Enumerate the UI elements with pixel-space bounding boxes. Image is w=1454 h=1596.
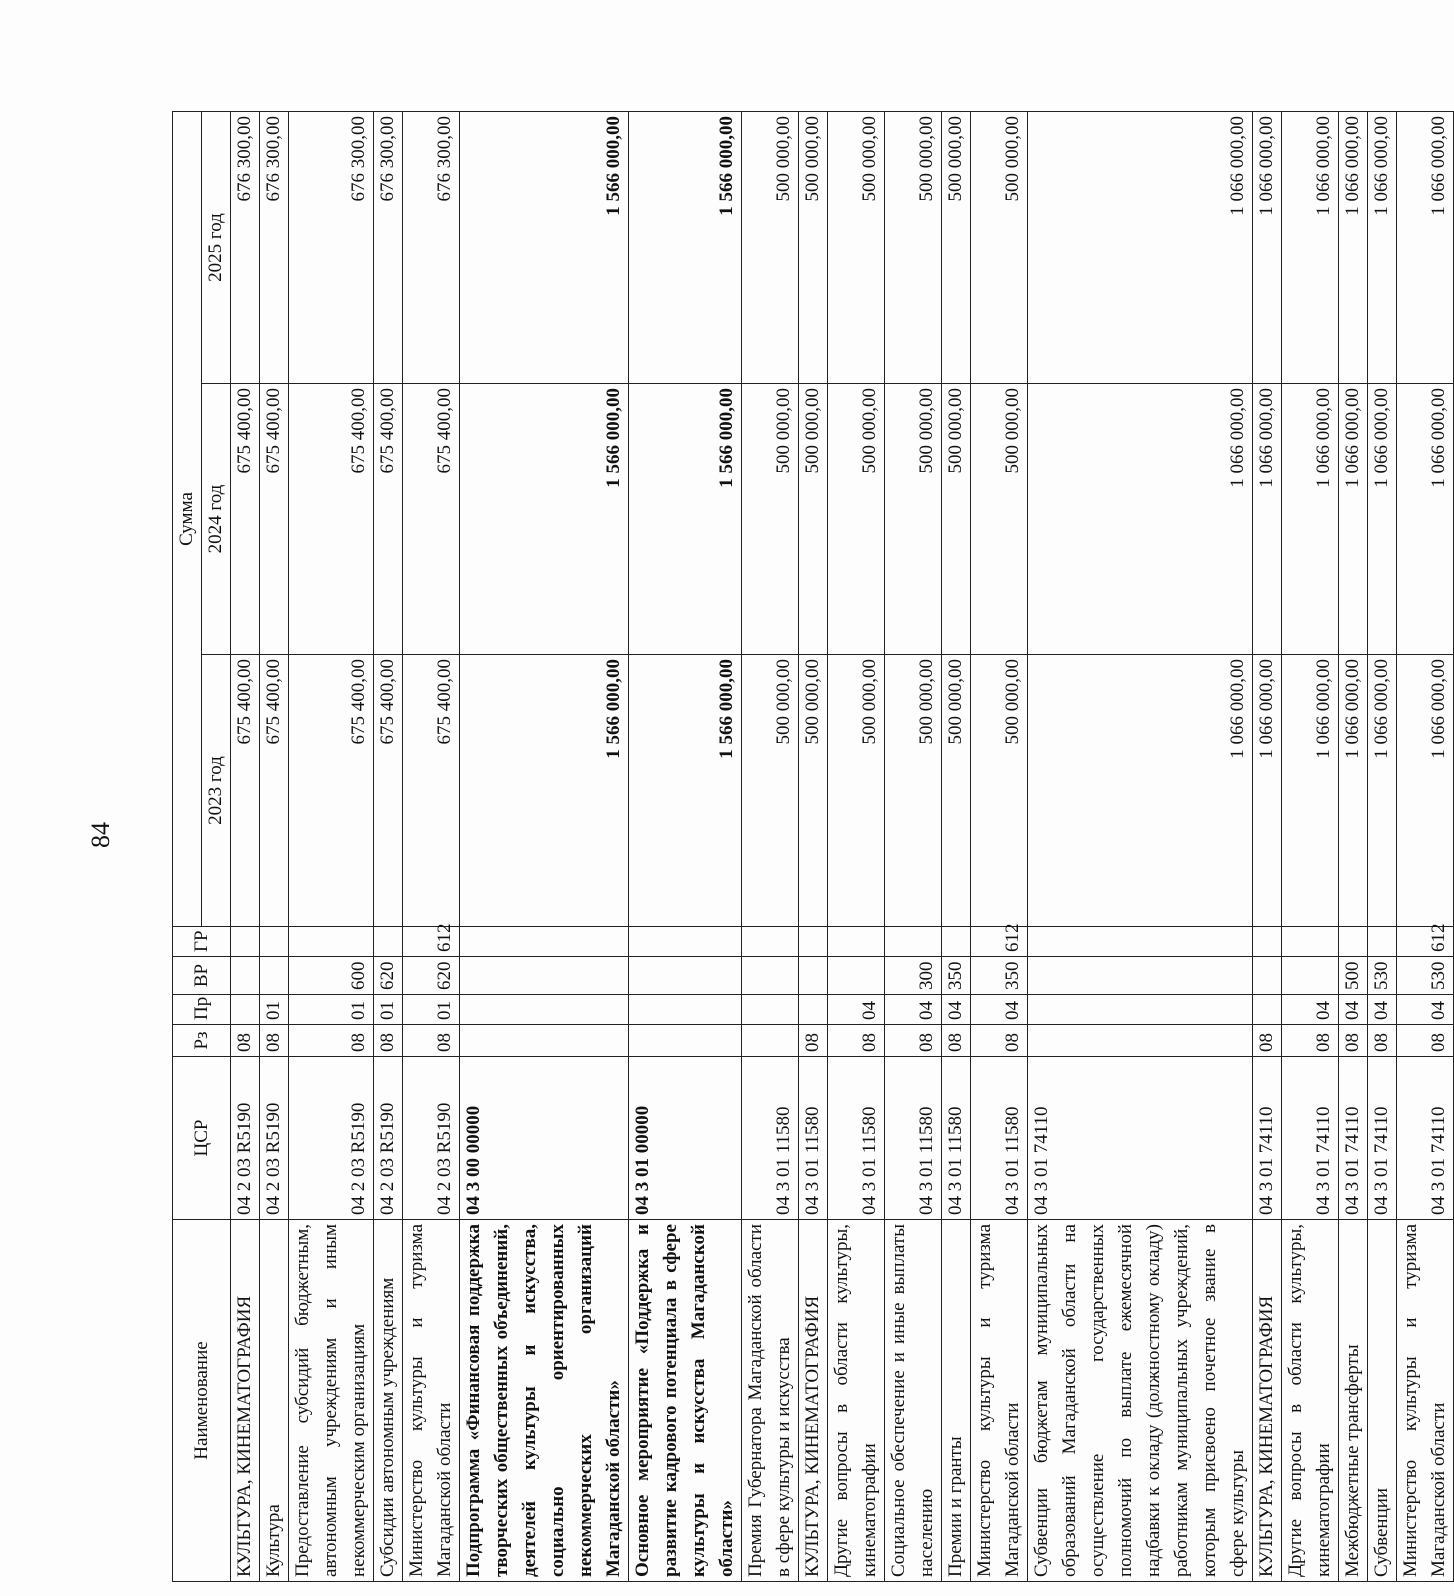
cell-2024: 675 400,00: [403, 384, 460, 655]
cell-2023: 1 066 000,00: [1339, 655, 1368, 927]
cell-2023: 675 400,00: [403, 655, 460, 927]
cell-gr: [1253, 927, 1282, 957]
cell-name: КУЛЬТУРА, КИНЕМАТОГРАФИЯ: [799, 1220, 828, 1582]
table-row: [629, 112, 742, 1582]
cell-rz: 08: [1397, 1025, 1454, 1057]
cell-csr: 04 3 01 11580: [742, 1057, 799, 1220]
cell-pr: 04: [828, 995, 885, 1025]
cell-2024: 675 400,00: [260, 384, 289, 655]
cell-2025: 500 000,00: [885, 112, 942, 384]
cell-csr: 04 2 03 R5190: [403, 1057, 460, 1220]
cell-2025: 500 000,00: [799, 112, 828, 384]
table-row: [971, 112, 1028, 1582]
cell-2023: 1 566 000,00: [460, 655, 629, 927]
cell-pr: 04: [942, 995, 971, 1025]
cell-vr: [1028, 957, 1253, 995]
cell-2024: 500 000,00: [942, 384, 971, 655]
cell-2024: 675 400,00: [374, 384, 403, 655]
cell-gr: [885, 927, 942, 957]
cell-name: Культура: [260, 1220, 289, 1582]
cell-2025: 1 066 000,00: [1028, 112, 1253, 384]
table-row: [799, 112, 828, 1582]
budget-table: [172, 111, 1454, 1582]
cell-vr: [460, 957, 629, 995]
cell-2023: 675 400,00: [289, 655, 374, 927]
cell-pr: 01: [260, 995, 289, 1025]
cell-2024: 1 066 000,00: [1282, 384, 1339, 655]
cell-2025: 676 300,00: [289, 112, 374, 384]
cell-gr: [828, 927, 885, 957]
cell-csr: 04 3 01 74110: [1339, 1057, 1368, 1220]
cell-rz: 08: [403, 1025, 460, 1057]
cell-csr: 04 3 01 74110: [1397, 1057, 1454, 1220]
cell-name: Министерство культуры и туризма Магаданской области: [403, 1220, 460, 1582]
cell-2024: 1 566 000,00: [629, 384, 742, 655]
cell-name: Предоставление субсидий бюджетным, автономным учреждениям и иным некоммерческим организациям: [289, 1220, 374, 1582]
cell-2024: 1 066 000,00: [1339, 384, 1368, 655]
cell-2025: 676 300,00: [374, 112, 403, 384]
header-2024: 2024 год: [202, 384, 231, 655]
cell-name: Другие вопросы в области культуры, кинематографии: [1282, 1220, 1339, 1582]
cell-pr: 01: [403, 995, 460, 1025]
cell-rz: [629, 1025, 742, 1057]
cell-rz: 08: [231, 1025, 260, 1057]
table-body: [231, 112, 1454, 1582]
cell-pr: 04: [1397, 995, 1454, 1025]
header-pr: Пр: [173, 995, 231, 1025]
cell-gr: 612: [971, 927, 1028, 957]
cell-2023: 1 066 000,00: [1397, 655, 1454, 927]
cell-vr: 600: [289, 957, 374, 995]
cell-csr: 04 3 01 00000: [629, 1057, 742, 1220]
cell-gr: [460, 927, 629, 957]
cell-pr: 04: [885, 995, 942, 1025]
cell-gr: 612: [403, 927, 460, 957]
cell-name: Межбюджетные трансферты: [1339, 1220, 1368, 1582]
cell-rz: 08: [885, 1025, 942, 1057]
cell-gr: [1339, 927, 1368, 957]
cell-name: Министерство культуры и туризма Магаданской области: [1397, 1220, 1454, 1582]
cell-name: Социальное обеспечение и иные выплаты населению: [885, 1220, 942, 1582]
cell-2025: 500 000,00: [971, 112, 1028, 384]
cell-2024: 675 400,00: [231, 384, 260, 655]
cell-csr: 04 3 01 11580: [828, 1057, 885, 1220]
cell-2024: 500 000,00: [799, 384, 828, 655]
cell-2024: 1 066 000,00: [1028, 384, 1253, 655]
cell-vr: [742, 957, 799, 995]
cell-2023: 1 066 000,00: [1368, 655, 1397, 927]
cell-2024: 1 566 000,00: [460, 384, 629, 655]
cell-gr: [799, 927, 828, 957]
cell-name: Министерство культуры и туризма Магаданской области: [971, 1220, 1028, 1582]
cell-pr: [231, 995, 260, 1025]
cell-vr: [1282, 957, 1339, 995]
table-row: [1028, 112, 1253, 1582]
header-gr: ГР: [173, 927, 231, 957]
cell-2023: 500 000,00: [885, 655, 942, 927]
cell-rz: 08: [971, 1025, 1028, 1057]
cell-vr: 620: [403, 957, 460, 995]
cell-csr: 04 3 01 11580: [942, 1057, 971, 1220]
cell-2024: 1 066 000,00: [1397, 384, 1454, 655]
cell-gr: [1368, 927, 1397, 957]
cell-2023: 500 000,00: [828, 655, 885, 927]
cell-vr: 530: [1368, 957, 1397, 995]
cell-rz: [460, 1025, 629, 1057]
header-rz: Рз: [173, 1025, 231, 1057]
cell-csr: 04 3 01 74110: [1028, 1057, 1253, 1220]
cell-vr: 530: [1397, 957, 1454, 995]
cell-name: КУЛЬТУРА, КИНЕМАТОГРАФИЯ: [231, 1220, 260, 1582]
cell-name: Премия Губернатора Магаданской области в сфере культуры и искусства: [742, 1220, 799, 1582]
cell-csr: 04 2 03 R5190: [231, 1057, 260, 1220]
cell-pr: 01: [289, 995, 374, 1025]
header-2025: 2025 год: [202, 112, 231, 384]
cell-vr: 350: [942, 957, 971, 995]
header-name: Наименование: [173, 1220, 231, 1582]
header-csr: ЦСР: [173, 1057, 231, 1220]
table-row: [885, 112, 942, 1582]
cell-rz: 08: [1282, 1025, 1339, 1057]
cell-rz: [1028, 1025, 1253, 1057]
cell-pr: [629, 995, 742, 1025]
cell-rz: 08: [374, 1025, 403, 1057]
cell-vr: 350: [971, 957, 1028, 995]
cell-pr: 04: [1282, 995, 1339, 1025]
cell-vr: [260, 957, 289, 995]
cell-name: Субвенции бюджетам муниципальных образований Магаданской области на осуществление государственных полномочий по выплате ежемесячной надбавки к окладу (должностному окладу) работникам муниципальных учреждений, которым присвоено почетное звание в сфере культуры: [1028, 1220, 1253, 1582]
cell-2025: 1 566 000,00: [629, 112, 742, 384]
cell-vr: [629, 957, 742, 995]
cell-2023: 1 066 000,00: [1282, 655, 1339, 927]
cell-gr: [629, 927, 742, 957]
cell-csr: 04 3 01 11580: [971, 1057, 1028, 1220]
cell-name: Премии и гранты: [942, 1220, 971, 1582]
cell-2025: 1 066 000,00: [1253, 112, 1282, 384]
cell-pr: [1253, 995, 1282, 1025]
cell-gr: [1282, 927, 1339, 957]
cell-name: Основное мероприятие «Поддержка и развитие кадрового потенциала в сфере культуры и искусства Магаданской области»: [629, 1220, 742, 1582]
table-row: [1397, 112, 1454, 1582]
cell-2025: 1 066 000,00: [1397, 112, 1454, 384]
table-row: [374, 112, 403, 1582]
cell-2025: 1 066 000,00: [1339, 112, 1368, 384]
cell-rz: 08: [942, 1025, 971, 1057]
cell-rz: 08: [1368, 1025, 1397, 1057]
table-row: [1282, 112, 1339, 1582]
cell-csr: 04 3 01 11580: [799, 1057, 828, 1220]
cell-name: Субсидии автономным учреждениям: [374, 1220, 403, 1582]
cell-name: Другие вопросы в области культуры, кинематографии: [828, 1220, 885, 1582]
table-row: [1253, 112, 1282, 1582]
cell-gr: [1028, 927, 1253, 957]
cell-2023: 500 000,00: [942, 655, 971, 927]
cell-2025: 1 066 000,00: [1368, 112, 1397, 384]
cell-2023: 500 000,00: [742, 655, 799, 927]
cell-2025: 1 066 000,00: [1282, 112, 1339, 384]
cell-vr: [799, 957, 828, 995]
cell-pr: [742, 995, 799, 1025]
table-header: [173, 112, 231, 1582]
cell-rz: 08: [799, 1025, 828, 1057]
cell-csr: 04 2 03 R5190: [289, 1057, 374, 1220]
table-row: [828, 112, 885, 1582]
cell-rz: [742, 1025, 799, 1057]
table-row: [403, 112, 460, 1582]
cell-2025: 676 300,00: [260, 112, 289, 384]
cell-2025: 500 000,00: [942, 112, 971, 384]
cell-gr: [742, 927, 799, 957]
cell-gr: [231, 927, 260, 957]
cell-2025: 1 566 000,00: [460, 112, 629, 384]
cell-rz: 08: [289, 1025, 374, 1057]
cell-pr: 04: [971, 995, 1028, 1025]
cell-name: КУЛЬТУРА, КИНЕМАТОГРАФИЯ: [1253, 1220, 1282, 1582]
header-sum: Сумма: [173, 112, 202, 927]
cell-vr: 300: [885, 957, 942, 995]
cell-2024: 500 000,00: [828, 384, 885, 655]
cell-2024: 500 000,00: [971, 384, 1028, 655]
cell-pr: 04: [1339, 995, 1368, 1025]
cell-rz: 08: [828, 1025, 885, 1057]
cell-2023: 1 566 000,00: [629, 655, 742, 927]
cell-2025: 500 000,00: [828, 112, 885, 384]
cell-2024: 500 000,00: [885, 384, 942, 655]
cell-rz: 08: [1253, 1025, 1282, 1057]
table-row: [231, 112, 260, 1582]
cell-pr: 04: [1368, 995, 1397, 1025]
cell-2023: 500 000,00: [799, 655, 828, 927]
cell-gr: [260, 927, 289, 957]
cell-gr: [289, 927, 374, 957]
table-row: [1339, 112, 1368, 1582]
cell-2023: 675 400,00: [231, 655, 260, 927]
table-row: [260, 112, 289, 1582]
cell-name: Подпрограмма «Финансовая поддержка творческих общественных объединений, деятелей культуры и искусства, социально ориентированных некоммерческих организаций Магаданской области»: [460, 1220, 629, 1582]
cell-gr: 612: [1397, 927, 1454, 957]
cell-2023: 1 066 000,00: [1028, 655, 1253, 927]
header-vr: ВР: [173, 957, 231, 995]
cell-2023: 675 400,00: [260, 655, 289, 927]
cell-gr: [942, 927, 971, 957]
cell-csr: 04 2 03 R5190: [374, 1057, 403, 1220]
cell-2023: 675 400,00: [374, 655, 403, 927]
cell-csr: 04 3 01 11580: [885, 1057, 942, 1220]
cell-2023: 1 066 000,00: [1253, 655, 1282, 927]
cell-rz: 08: [1339, 1025, 1368, 1057]
cell-rz: 08: [260, 1025, 289, 1057]
page-number: 84: [86, 822, 115, 848]
cell-vr: [231, 957, 260, 995]
rotated-page: [172, 112, 1454, 1582]
table-row: [742, 112, 799, 1582]
table-row: [460, 112, 629, 1582]
cell-pr: [799, 995, 828, 1025]
cell-vr: 500: [1339, 957, 1368, 995]
cell-pr: [1028, 995, 1253, 1025]
cell-csr: 04 3 01 74110: [1368, 1057, 1397, 1220]
cell-2025: 676 300,00: [231, 112, 260, 384]
cell-2024: 675 400,00: [289, 384, 374, 655]
cell-csr: 04 2 03 R5190: [260, 1057, 289, 1220]
header-2023: 2023 год: [202, 655, 231, 927]
cell-2024: 1 066 000,00: [1368, 384, 1397, 655]
cell-vr: [1253, 957, 1282, 995]
cell-csr: 04 3 00 00000: [460, 1057, 629, 1220]
table-row: [1368, 112, 1397, 1582]
table-row: [942, 112, 971, 1582]
cell-2025: 676 300,00: [403, 112, 460, 384]
cell-vr: [828, 957, 885, 995]
cell-gr: [374, 927, 403, 957]
cell-csr: 04 3 01 74110: [1282, 1057, 1339, 1220]
cell-2024: 1 066 000,00: [1253, 384, 1282, 655]
cell-csr: 04 3 01 74110: [1253, 1057, 1282, 1220]
cell-vr: 620: [374, 957, 403, 995]
cell-2025: 500 000,00: [742, 112, 799, 384]
cell-pr: 01: [374, 995, 403, 1025]
table-row: [289, 112, 374, 1582]
cell-2023: 500 000,00: [971, 655, 1028, 927]
cell-2024: 500 000,00: [742, 384, 799, 655]
cell-name: Субвенции: [1368, 1220, 1397, 1582]
cell-pr: [460, 995, 629, 1025]
